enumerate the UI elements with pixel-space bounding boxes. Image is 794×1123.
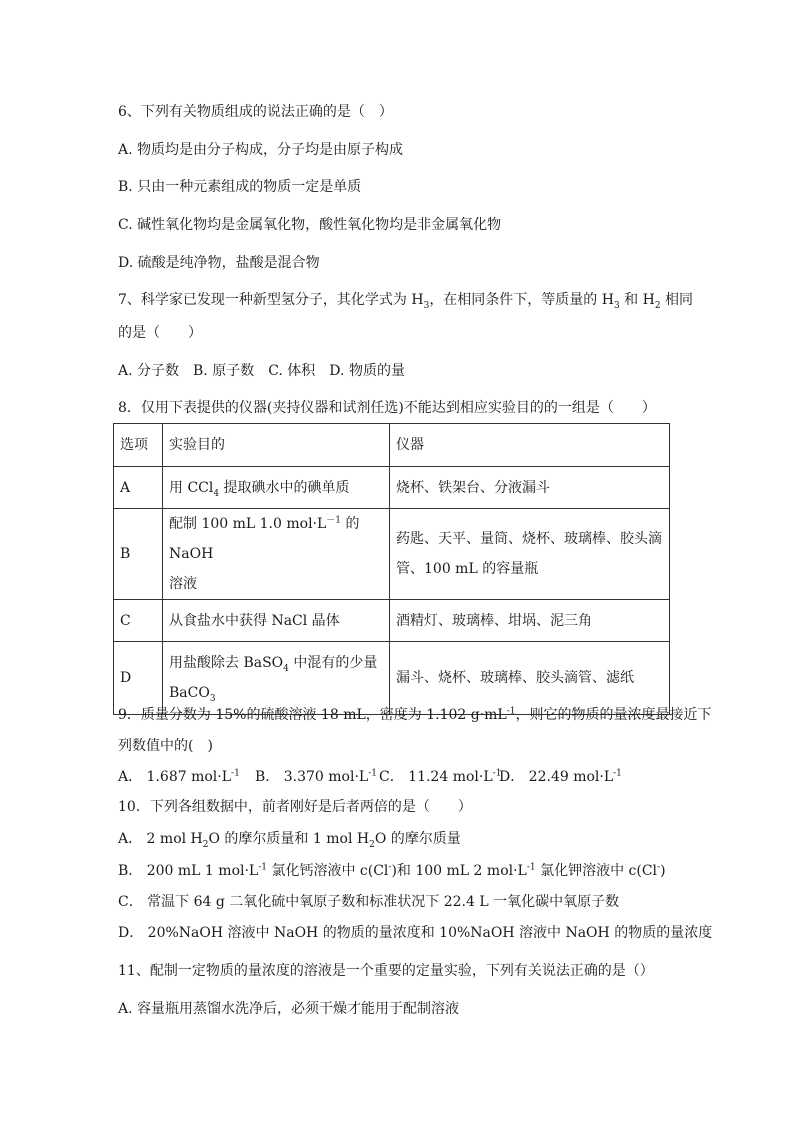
row-d-option: D (114, 642, 163, 715)
row-b-goal: 配制 100 mL 1.0 $mol\cdot L^{-1}$ 的 NaOH 溶液 (163, 509, 390, 600)
row-a-goal: 用 CCl$_4$ 提取碘水中的碘单质 (163, 467, 390, 509)
q6-option-c: C. 碱性氧化物均是金属氧化物，酸性氧化物均是非金属氧化物 (118, 217, 502, 233)
q9-option-c: C． 11.24 $mol\cdot L^{-1}$ (379, 768, 502, 785)
row-b-option: B (114, 509, 163, 600)
row-c-option: C (114, 600, 163, 642)
q8-stem: 8．仅用下表提供的仪器(夹持仪器和试剂任选)不能达到相应实验目的的一组是（ ） (118, 400, 656, 416)
table-header-option: 选项 (114, 424, 163, 467)
table-header-instruments: 仪器 (390, 424, 670, 467)
q9-option-d: D． 22.49 $mol\cdot L^{-1}$ (499, 768, 622, 785)
q6-option-b: B. 只由一种元素组成的物质一定是单质 (118, 179, 362, 195)
q10-option-d: D． 20%NaOH 溶液中 NaOH 的物质的量浓度和 10%NaOH 溶液中 NaOH 的物质的量浓度 (118, 925, 713, 941)
q9-options (118, 767, 622, 787)
table-row (114, 509, 670, 600)
row-c-goal: 从食盐水中获得 NaCl 晶体 (163, 600, 390, 642)
q10-option-b: B． 200 mL 1 $mol\cdot L^{-1}$ 氯化钙溶液中 c(Cl-)和 100 mL 2 $mol\cdot L^{-1}$ 氯化钾溶液中 c(Cl-) (118, 862, 666, 879)
row-b-instruments: 药匙、天平、量筒、烧杯、玻璃棒、胶头滴 管、100 mL 的容量瓶 (390, 509, 670, 600)
q6-stem: 6、下列有关物质组成的说法正确的是（ ） (118, 104, 393, 120)
table-row (114, 467, 670, 509)
q7-stem-line2: 的是（ ） (118, 325, 202, 341)
row-a-instruments: 烧杯、铁架台、分液漏斗 (390, 467, 670, 509)
q11-stem: 11、配制一定物质的量浓度的溶液是一个重要的定量实验，下列有关说法正确的是（） (118, 963, 654, 979)
row-d-goal: 用盐酸除去 BaSO$_4$ 中混有的少量 BaCO$_3$ (163, 642, 390, 715)
q6-option-a: A. 物质均是由分子构成，分子均是由原子构成 (118, 142, 404, 158)
q10-option-c: C． 常温下 64 g 二氧化硫中氧原子数和标准状况下 22.4 L 一氧化碳中氧原子数 (118, 894, 620, 910)
table-row (114, 642, 670, 715)
q9-option-a: A． 1.687 $mol\cdot L^{-1}$ (118, 768, 240, 785)
row-c-instruments: 酒精灯、玻璃棒、坩埚、泥三角 (390, 600, 670, 642)
q9-stem-line1: 9．质量分数为 15%的硫酸溶液 18 mL，密度为 1.102 $g\cdot mL^{-1}$，则它的物质的量浓度最接近下 (118, 706, 712, 723)
q10-option-a: A． 2 mol $H_2O$ 的摩尔质量和 1 mol $H_2O$ 的摩尔质量 (118, 831, 461, 850)
q7-options: A. 分子数 B. 原子数 C. 体积 D. 物质的量 (118, 363, 405, 379)
q11-option-a: A. 容量瓶用蒸馏水洗净后，必须干燥才能用于配制溶液 (118, 1001, 460, 1017)
q10-stem: 10．下列各组数据中，前者刚好是后者两倍的是（ ） (118, 799, 472, 815)
row-a-option: A (114, 467, 163, 509)
table-header-row (114, 424, 670, 467)
table-row (114, 600, 670, 642)
q8-table (113, 423, 670, 715)
q7-stem-line1: 7、科学家已发现一种新型氢分子，其化学式为 $H_3$，在相同条件下，等质量的 $H_3$ 和 $H_2$ 相同 (118, 292, 694, 311)
row-d-instruments: 漏斗、烧杯、玻璃棒、胶头滴管、滤纸 (390, 642, 670, 715)
q9-option-b: B． 3.370 $mol\cdot L^{-1}$ (255, 768, 377, 785)
q6-option-d: D. 硫酸是纯净物，盐酸是混合物 (118, 255, 320, 271)
table-header-goal: 实验目的 (163, 424, 390, 467)
q9-stem-line2: 列数值中的( ) (118, 738, 213, 754)
